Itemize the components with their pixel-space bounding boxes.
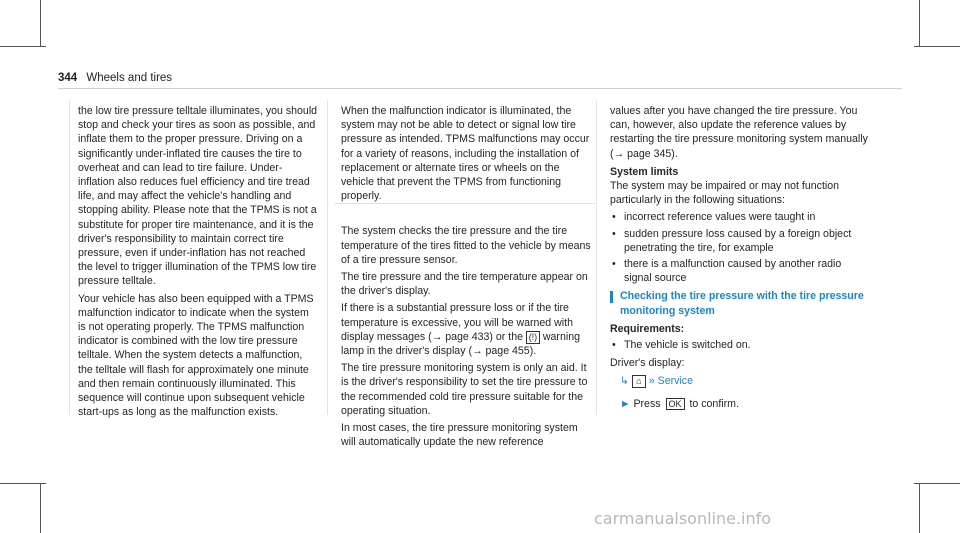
- crop-mark: [914, 46, 960, 47]
- bullet-icon: •: [612, 339, 616, 352]
- paragraph: The tire pressure monitoring system is only an aid. It is the driver's responsibility to set the tire pressure to the recommended cold tire pressure suitable for the operating situation.: [341, 362, 588, 417]
- limits-heading: System limits: [610, 165, 679, 178]
- list-item: [610, 257, 868, 285]
- section-title: Wheels and tires: [86, 72, 173, 84]
- step-arrow-icon: ►: [620, 397, 631, 410]
- menu-path: [620, 374, 868, 388]
- page-ref-link[interactable]: (→ page 455).: [468, 345, 537, 358]
- crop-mark: [919, 0, 920, 46]
- page-ref-link[interactable]: → page 345: [613, 147, 672, 160]
- crop-mark: [914, 483, 960, 484]
- tire-pressure-warning-icon: (!): [526, 331, 540, 344]
- column-1: [78, 104, 318, 422]
- section-marker: [610, 291, 613, 303]
- text: ).: [671, 147, 678, 160]
- list-item-text: incorrect reference values were taught in: [624, 211, 816, 224]
- press-step: [620, 397, 868, 411]
- column-divider: [596, 100, 597, 415]
- procedure-title-text: Checking the tire pressure with the tire pressure monitoring system: [620, 290, 864, 317]
- malfunction-note: When the malfunction indicator is illuminated, the system may not be able to detect or signal low tire pressure as intended. TPMS malfunctions may occur for a variety of reasons, including the installation of replacement or alternate tires or wheels on the vehicle that prevent the TPMS from functioning properly.: [341, 105, 590, 203]
- crop-mark: [0, 46, 46, 47]
- text: values after you have changed the tire pressure. You can, however, also update the reference values by restarting the tire pressure monitoring system manually (: [610, 105, 868, 160]
- chevron-right-icon: »: [648, 375, 655, 388]
- page-ref-link[interactable]: → page 433: [431, 330, 490, 343]
- page-number: 344: [58, 72, 78, 84]
- requirements-list: [610, 338, 868, 352]
- requirements-heading: Requirements:: [610, 322, 685, 335]
- header-divider: [58, 88, 902, 89]
- step-text: Press: [633, 397, 661, 410]
- column-divider: [69, 100, 70, 415]
- menu-service: Service: [657, 375, 693, 388]
- list-item: [610, 338, 868, 352]
- column-2: [341, 104, 593, 452]
- home-icon: ⌂: [632, 375, 646, 388]
- text: warning lamp in the driver's display: [341, 330, 580, 358]
- page-header: [58, 72, 172, 84]
- paragraph: The tire pressure and the tire temperature appear on the driver's display.: [341, 271, 588, 298]
- list-item: [610, 227, 868, 255]
- limits-list: [610, 210, 868, 285]
- menu-arrow-icon: ↳: [620, 375, 629, 388]
- list-item-text: sudden pressure loss caused by a foreign object penetrating the tire, for example: [624, 227, 852, 254]
- list-item-text: The vehicle is switched on.: [624, 339, 751, 352]
- step-text: to confirm.: [689, 397, 739, 410]
- watermark: carmanualsonline.info: [594, 509, 772, 528]
- text: ) or the: [489, 330, 523, 343]
- paragraph: [610, 104, 868, 161]
- list-item: [610, 210, 868, 224]
- bullet-icon: •: [612, 227, 616, 240]
- bullet-icon: •: [612, 211, 616, 224]
- paragraph: In most cases, the tire pressure monitoring system will automatically update the new reference: [341, 422, 578, 449]
- crop-mark: [40, 483, 41, 533]
- paragraph: The system may be impaired or may not function particularly in the following situations:: [610, 180, 840, 207]
- column-3: [610, 104, 868, 411]
- procedure-title: [610, 289, 868, 317]
- column-divider: [327, 100, 328, 415]
- note-divider: [334, 203, 596, 204]
- paragraph: Your vehicle has also been equipped with a TPMS malfunction indicator to indicate when the system is not operating properly. The TPMS malfunction indicator is combined with the low tire pressure telltale. When the system detects a malfunction, the telltale will flash for approximately one minute and then remain continuously illuminated. This sequence will continue upon subsequent vehicle start-ups as long as the malfunction exists.: [78, 292, 314, 419]
- paragraph: the low tire pressure telltale illuminates, you should stop and check your tires as soon as possible, and inflate them to the proper pressure. Driving on a significantly under-inflated tire causes the tire to overheat and can lead to tire failure. Under-inflation also reduces fuel efficiency and tire tread life, and may affect the vehicle's handling and stopping ability. Please note that the TPMS is not a substitute for proper tire maintenance, and it is the driver's responsibility to maintain correct tire pressure, even if under-inflation has not reached the level to trigger illumination of the TPMS low tire pressure telltale.: [78, 105, 318, 288]
- list-item-text: there is a malfunction caused by another radio signal source: [624, 258, 842, 285]
- display-label: Driver's display:: [610, 357, 685, 370]
- crop-mark: [919, 483, 920, 533]
- paragraph: The system checks the tire pressure and the tire temperature of the tires fitted to the vehicle by means of a tire pressure sensor.: [341, 225, 591, 266]
- paragraph: [341, 301, 593, 358]
- ok-key-icon: OK: [666, 398, 685, 410]
- bullet-icon: •: [612, 258, 616, 271]
- text: If there is a substantial pressure loss or if the tire temperature is excessive, you will be warned with display messages (: [341, 302, 573, 343]
- crop-mark: [40, 0, 41, 46]
